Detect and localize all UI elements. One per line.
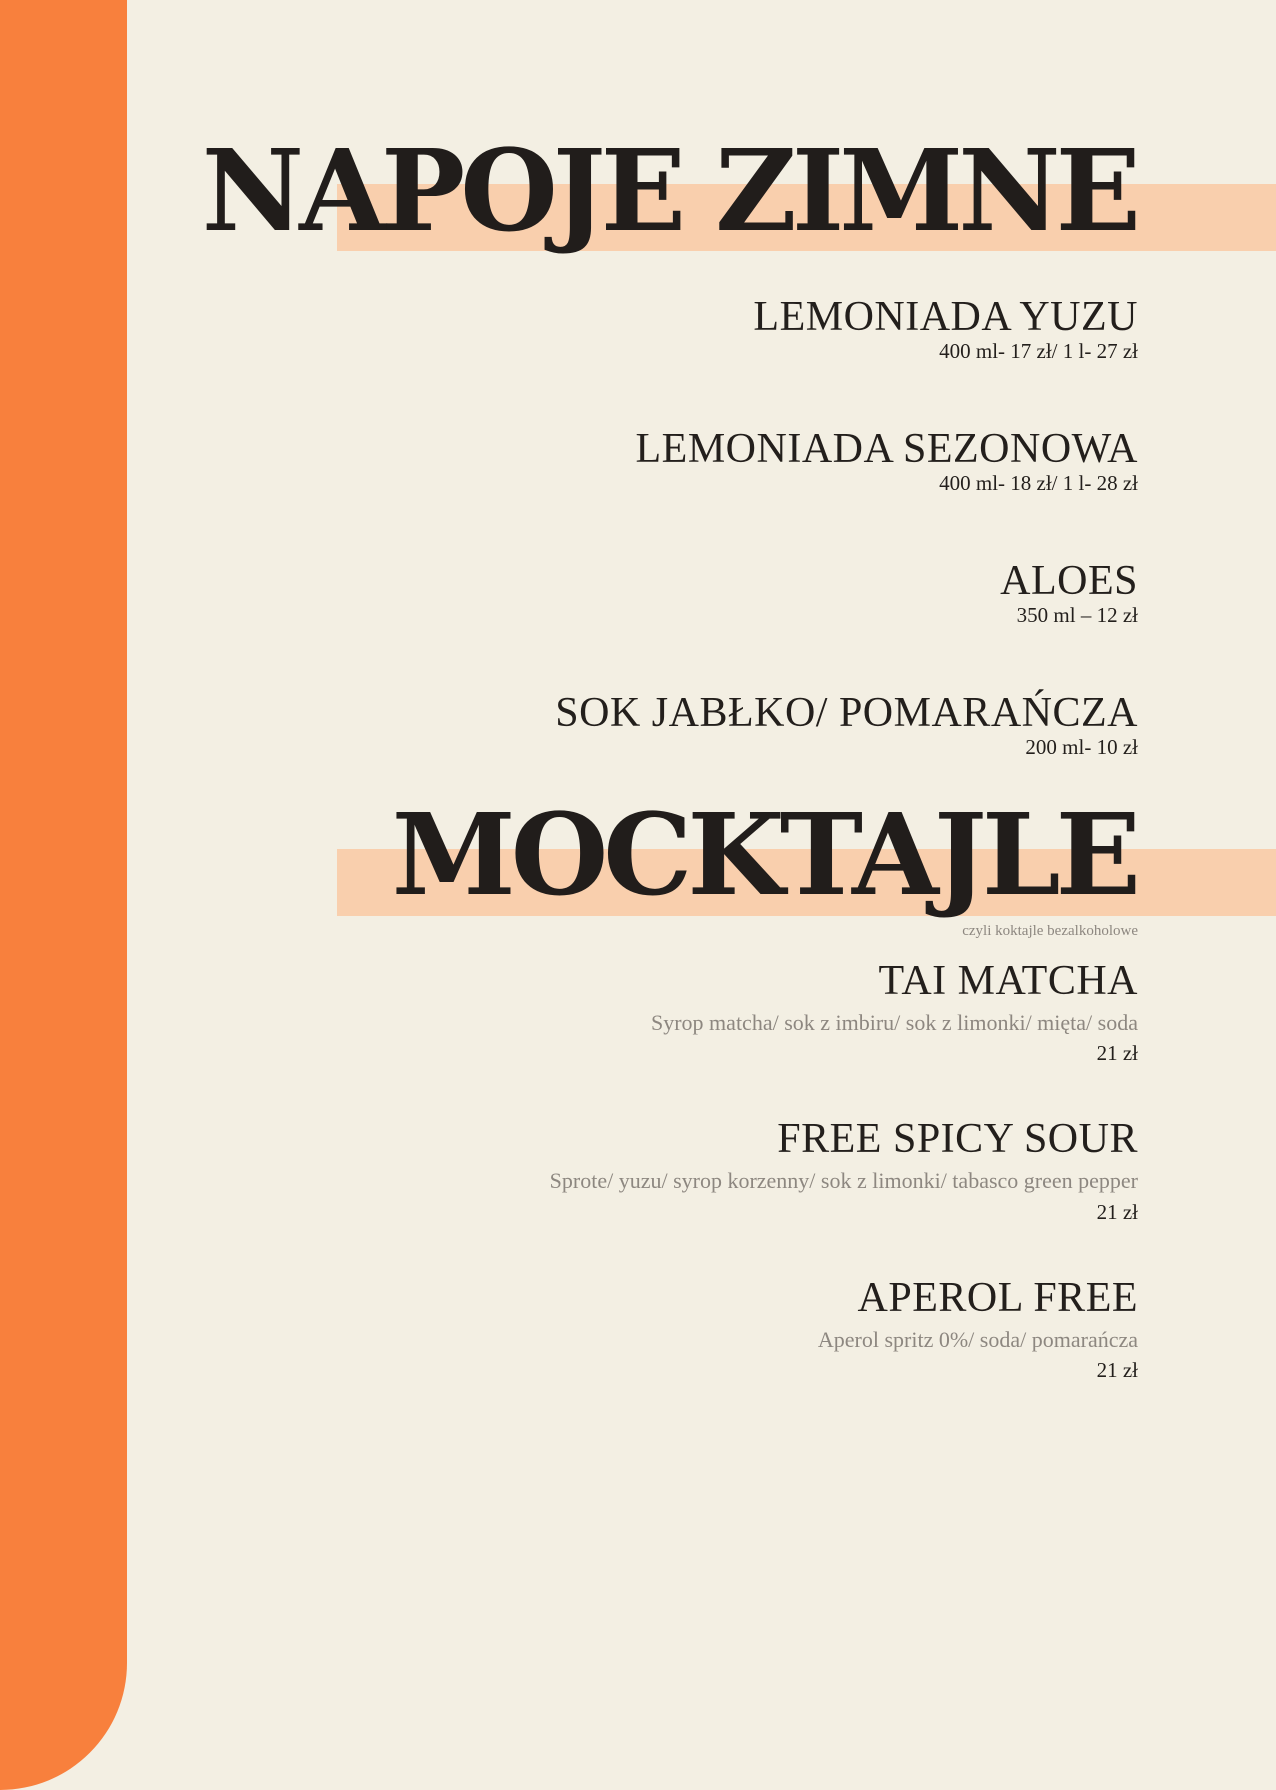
item-price: 21 zł: [1096, 1358, 1138, 1383]
item-price: 21 zł: [1096, 1199, 1138, 1224]
cold-drinks-title: NAPOJE ZIMNE: [201, 126, 1136, 257]
item-description: Sprote/ yuzu/ syrop korzenny/ sok z limonki/ tabasco green pepper: [549, 1168, 1138, 1194]
item-price: 350 ml – 12 zł: [1016, 603, 1138, 628]
item-price: 21 zł: [1096, 1041, 1138, 1066]
mocktails-title: MOCKTAJLE: [391, 790, 1136, 921]
item-price: 400 ml- 17 zł/ 1 l- 27 zł: [939, 339, 1138, 363]
item-name: TAI MATCHA: [878, 958, 1138, 1004]
menu-item: [555, 428, 1138, 495]
item-price: 400 ml- 18 zł/ 1 l- 28 zł: [939, 471, 1138, 496]
mocktails-subtitle: czyli koktajle bezalkoholowe: [962, 923, 1138, 939]
menu-item: [555, 296, 1138, 363]
menu-item: [555, 560, 1138, 627]
mocktails-list: [550, 960, 1138, 1435]
orange-side-bar: [0, 0, 127, 1790]
menu-item: [550, 1274, 1138, 1383]
item-name: LEMONIADA SEZONOWA: [635, 426, 1138, 473]
item-name: SOK JABŁKO/ POMARAŃCZA: [555, 690, 1138, 737]
item-name: FREE SPICY SOUR: [777, 1116, 1138, 1163]
menu-item: [555, 692, 1138, 759]
item-name: LEMONIADA YUZU: [753, 294, 1138, 340]
item-price: 200 ml- 10 zł: [1025, 735, 1138, 760]
item-description: Aperol spritz 0%/ soda/ pomarańcza: [817, 1326, 1138, 1352]
cold-drinks-list: [555, 296, 1138, 824]
item-name: ALOES: [1000, 558, 1138, 605]
item-description: Syrop matcha/ sok z imbiru/ sok z limonki/ mięta/ soda: [651, 1010, 1138, 1035]
menu-item: [550, 1118, 1138, 1223]
menu-item: [550, 960, 1138, 1065]
item-name: APEROL FREE: [857, 1274, 1138, 1321]
